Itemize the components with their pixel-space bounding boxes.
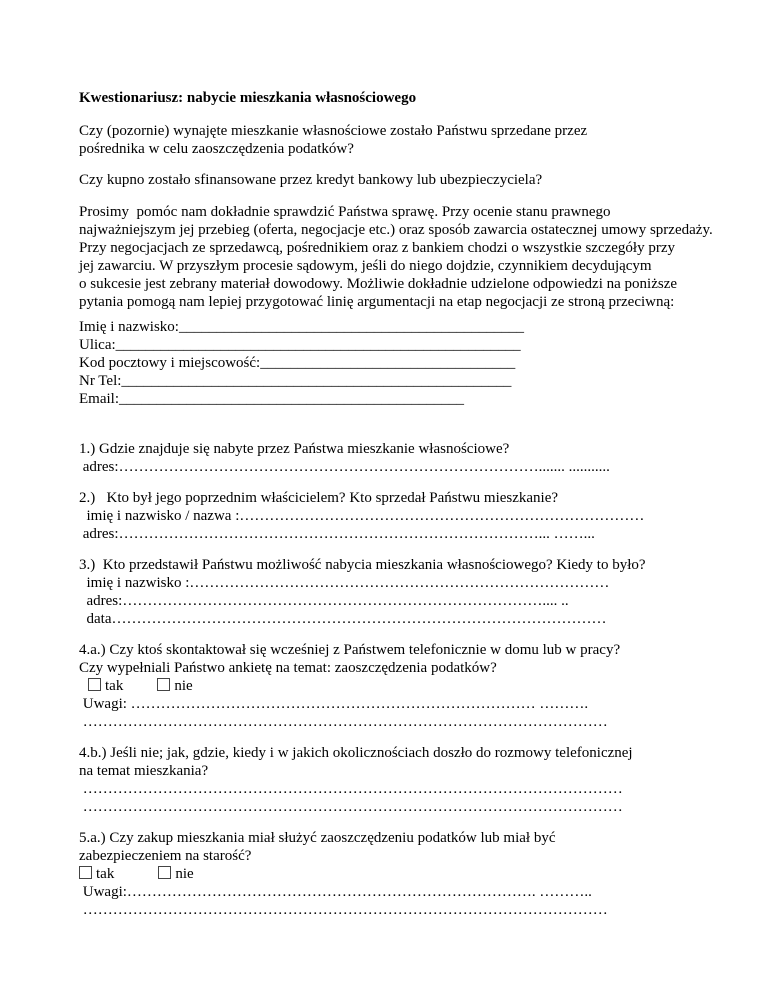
question-4a-options bbox=[88, 677, 193, 695]
intro-paragraph-line: o sukcesie jest zebrany materiał dowodowy. Możliwie dokładnie udzielone odpowiedzi na poniższe bbox=[79, 276, 678, 292]
checkbox-icon[interactable] bbox=[88, 678, 101, 691]
question-4a-line-2: Czy wypełniali Państwo ankietę na temat: zaoszczędzenia podatków? bbox=[79, 660, 497, 676]
intro-paragraph-line: jej zawarciu. W przyszłym procesie sądowym, jeśli do niego dojdzie, czynnikiem decydującym bbox=[79, 258, 652, 274]
street-field[interactable] bbox=[79, 336, 521, 354]
question-4a-remarks-field[interactable]: Uwagi: ……………………………………………………………………… ………. bbox=[79, 696, 589, 712]
question-3-name-field[interactable]: imię i nazwisko :………………………………………………………………………… bbox=[79, 575, 610, 591]
question-4a-line-1: 4.a.) Czy ktoś skontaktował się wcześniej z Państwem telefonicznie w domu lub w pracy? bbox=[79, 642, 621, 658]
no-label: nie bbox=[175, 866, 194, 882]
question-3-date-field[interactable]: data……………………………………………………………………………………… bbox=[79, 611, 607, 627]
no-label: nie bbox=[174, 678, 193, 694]
yes-label: tak bbox=[96, 866, 115, 882]
name-field-label: Imię i nazwisko: bbox=[79, 319, 179, 335]
email-field[interactable] bbox=[79, 390, 464, 408]
intro-paragraph-line: Przy negocjacjach ze sprzedawcą, pośrednikiem oraz z bankiem chodzi o wszystkie szczegóły przy bbox=[79, 240, 675, 256]
question-5a-yes-option[interactable] bbox=[79, 866, 114, 882]
email-field-blank[interactable]: ______________________________________________ bbox=[119, 391, 464, 407]
question-2-text: 2.) Kto był jego poprzednim właścicielem? Kto sprzedał Państwu mieszkanie? bbox=[79, 490, 559, 506]
question-2-address-field[interactable]: adres:…………………………………………………………………………... ……... bbox=[79, 526, 595, 542]
question-3-address-field[interactable]: adres:………………………………………………………………………….... .. bbox=[79, 593, 569, 609]
question-5a-options bbox=[79, 865, 194, 883]
checkbox-icon[interactable] bbox=[157, 678, 170, 691]
postal-city-field[interactable] bbox=[79, 354, 515, 372]
intro-paragraph-line: Prosimy pomóc nam dokładnie sprawdzić Państwa sprawę. Przy ocenie stanu prawnego bbox=[79, 204, 611, 220]
question-5a-no-option[interactable] bbox=[158, 866, 193, 882]
question-5a-remarks-dots[interactable]: …………………………………………………………………………………………… bbox=[79, 902, 608, 918]
question-5a-line-1: 5.a.) Czy zakup mieszkania miał służyć zaoszczędzeniu podatków lub miał być bbox=[79, 830, 556, 846]
intro-paragraph-line: najważniejszym jej przebieg (oferta, negocjacje etc.) oraz sposób zawarcia ostatecznej umowy sprzedaży. bbox=[79, 222, 713, 238]
question-5a-remarks-field[interactable]: Uwagi:………………………………………………………………………. ……….. bbox=[79, 884, 592, 900]
question-2-name-field[interactable]: imię i nazwisko / nazwa :……………………………………………………………………… bbox=[79, 508, 645, 524]
question-1-text: 1.) Gdzie znajduje się nabyte przez Państwa mieszkanie własnościowe? bbox=[79, 441, 510, 457]
yes-label: tak bbox=[105, 678, 124, 694]
question-4a-yes-option[interactable] bbox=[88, 678, 123, 694]
question-4a-no-option[interactable] bbox=[157, 678, 192, 694]
phone-field-label: Nr Tel: bbox=[79, 373, 122, 389]
question-3-text: 3.) Kto przedstawił Państwu możliwość nabycia mieszkania własnościowego? Kiedy to było? bbox=[79, 557, 646, 573]
question-4b-answer-line-2[interactable]: ……………………………………………………………………………………………… bbox=[79, 799, 623, 815]
intro-paragraph-line: pytania pomogą nam lepiej przygotować linię argumentacji na etap negocjacji ze stroną przeciwną: bbox=[79, 294, 675, 310]
checkbox-icon[interactable] bbox=[158, 866, 171, 879]
street-field-label: Ulica: bbox=[79, 337, 116, 353]
name-field-blank[interactable]: ______________________________________________ bbox=[178, 319, 524, 335]
question-4b-line-2: na temat mieszkania? bbox=[79, 763, 209, 779]
question-1-address-field[interactable]: adres:…………………………………………………………………………....... ........... bbox=[79, 459, 610, 475]
postal-city-field-label: Kod pocztowy i miejscowość: bbox=[79, 355, 261, 371]
question-4b-line-1: 4.b.) Jeśli nie; jak, gdzie, kiedy i w jakich okolicznościach doszło do rozmowy telefonicznej bbox=[79, 745, 633, 761]
phone-field[interactable] bbox=[79, 372, 511, 390]
question-5a-line-2: zabezpieczeniem na starość? bbox=[79, 848, 252, 864]
intro-question-1-line-2: pośrednika w celu zaoszczędzenia podatków? bbox=[79, 141, 354, 157]
checkbox-icon[interactable] bbox=[79, 866, 92, 879]
question-4b-answer-line-1[interactable]: ……………………………………………………………………………………………… bbox=[79, 781, 623, 797]
phone-field-blank[interactable]: ____________________________________________________ bbox=[121, 373, 512, 389]
name-field[interactable] bbox=[79, 318, 524, 336]
intro-question-2: Czy kupno zostało sfinansowane przez kredyt bankowy lub ubezpieczyciela? bbox=[79, 172, 543, 188]
street-field-blank[interactable]: ______________________________________________________ bbox=[115, 337, 521, 353]
email-field-label: Email: bbox=[79, 391, 119, 407]
intro-question-1-line-1: Czy (pozornie) wynajęte mieszkanie własnościowe zostało Państwu sprzedane przez bbox=[79, 123, 588, 139]
document-title: Kwestionariusz: nabycie mieszkania własnościowego bbox=[79, 90, 417, 106]
question-4a-remarks-dots[interactable]: …………………………………………………………………………………………… bbox=[79, 714, 608, 730]
postal-city-field-blank[interactable]: __________________________________ bbox=[260, 355, 516, 371]
